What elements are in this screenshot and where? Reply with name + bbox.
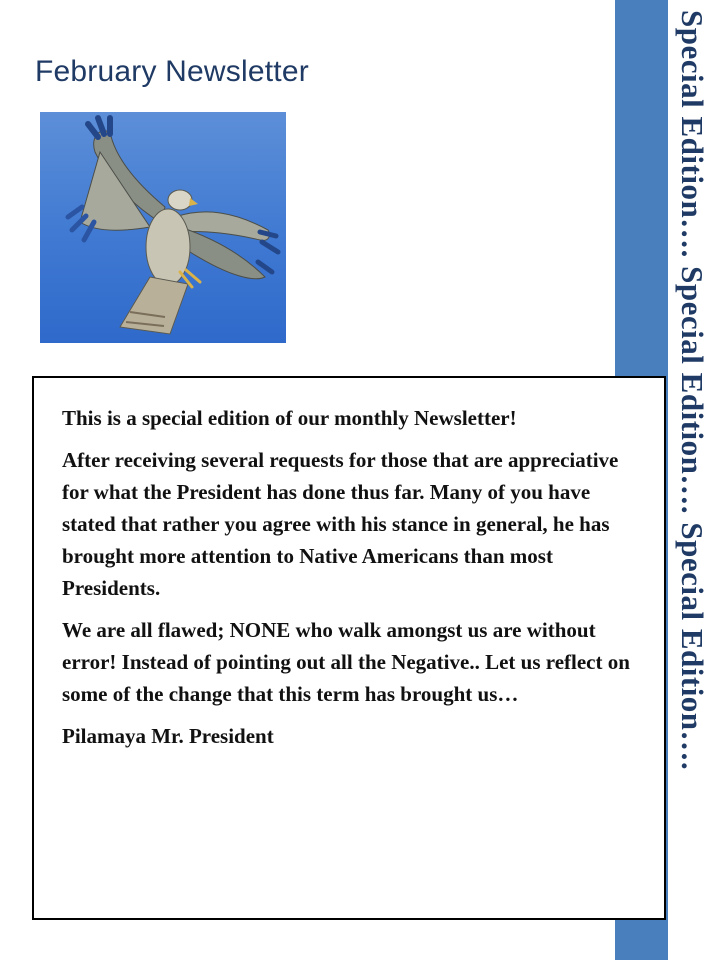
intro-paragraph: This is a special edition of our monthly Newsletter! bbox=[62, 406, 517, 430]
special-edition-banner bbox=[668, 10, 720, 950]
page-title: February Newsletter bbox=[35, 55, 309, 88]
requests-paragraph: After receiving several requests for those that are appreciative for what the President has done thus far. Many of you have stated that rather you agree with his stance in general, he has brought more attention to Native Americans than most Presidents. bbox=[62, 448, 619, 600]
closing-line: Pilamaya Mr. President bbox=[62, 724, 274, 748]
newsletter-body-box bbox=[32, 376, 666, 920]
special-edition-text: Special Edition…. Special Edition…. Special Edition…. bbox=[675, 10, 710, 771]
newsletter-body-text bbox=[62, 402, 632, 762]
eagle-photo bbox=[40, 112, 286, 343]
reflection-paragraph: We are all flawed; NONE who walk amongst us are without error! Instead of pointing out all the Negative.. Let us reflect on some of the change that this term has brought us… bbox=[62, 618, 630, 706]
eagle-icon bbox=[40, 112, 286, 343]
